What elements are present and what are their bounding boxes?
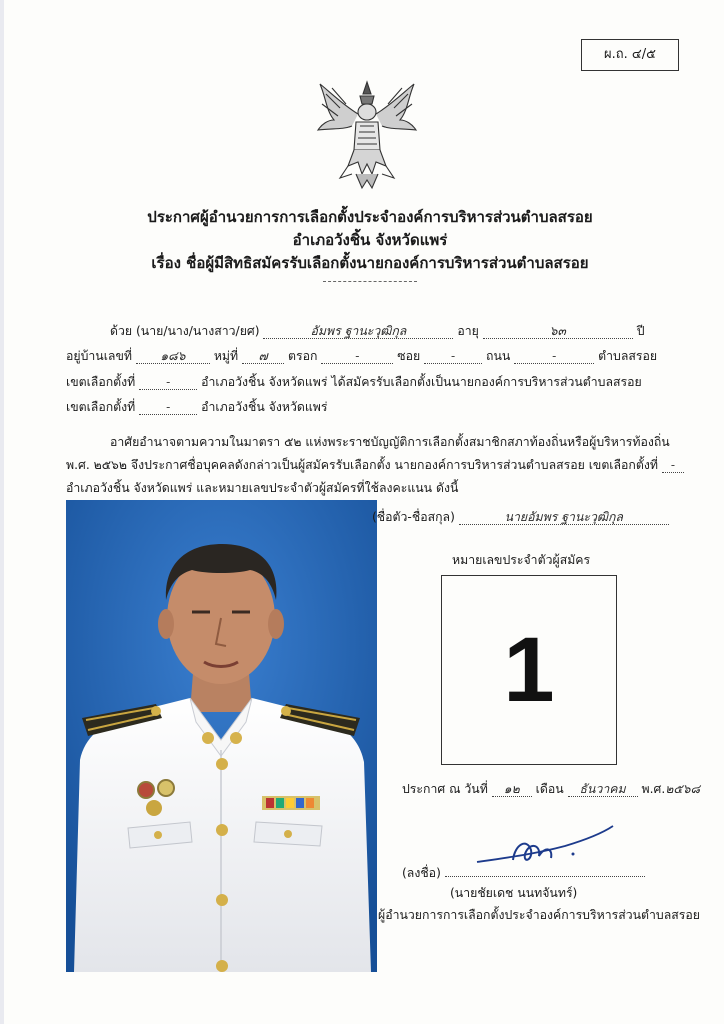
road-field: -: [514, 349, 594, 364]
announce-month-field: ธันวาคม: [568, 782, 638, 797]
candidate-number-box: [441, 575, 617, 765]
candidate-full-name-field: นายอัมพร ฐานะวุฒิกุล: [459, 510, 669, 525]
alley-field: -: [321, 349, 393, 364]
candidate-number-label: หมายเลขประจำตัวผู้สมัคร: [452, 553, 591, 567]
paragraph-line-2: พ.ศ. ๒๕๖๒ จึงประกาศชื่อบุคคลดังกล่าวเป็นผู้สมัครรับเลือกตั้ง นายกองค์การบริหารส่วนตำบลสรอย เขตเลือกตั้งที่ -: [66, 456, 684, 474]
moo-field: ๗: [242, 349, 284, 364]
signer-name: (นายชัยเดช นนทจันทร์): [450, 886, 578, 900]
form-line-address: อยู่บ้านเลขที่ ๑๘๖ หมู่ที่ ๗ ตรอก - ซอย - ถนน - ตำบลสรอย: [66, 349, 658, 363]
title-divider: [323, 281, 417, 282]
zone-field-2: -: [139, 400, 197, 415]
candidate-portrait-illustration: [66, 500, 377, 972]
candidate-number: 1: [503, 618, 555, 721]
zone-field-3: -: [662, 458, 684, 473]
announce-date-line: ประกาศ ณ วันที่ ๑๒ เดือน ธันวาคม พ.ศ.๒๕๖๘: [402, 782, 700, 796]
announce-year-field: ๒๕๖๘: [665, 782, 700, 796]
title-line-1: ประกาศผู้อำนวยการการเลือกตั้งประจำองค์การบริหารส่วนตำบลสรอย: [147, 208, 593, 226]
form-line-zone-2: เขตเลือกตั้งที่ - อำเภอวังชิ้น จังหวัดแพร่: [66, 400, 328, 414]
zone-field-1: -: [139, 375, 197, 390]
candidate-name-line: (ชื่อตัว-ชื่อสกุล) นายอัมพร ฐานะวุฒิกุล: [372, 508, 669, 527]
soi-field: -: [424, 349, 482, 364]
title-line-3: เรื่อง ชื่อผู้มีสิทธิสมัครรับเลือกตั้งนายกองค์การบริหารส่วนตำบลสรอย: [151, 254, 589, 272]
form-code-box: ผ.ถ. ๔/๕: [581, 39, 679, 71]
signer-title: ผู้อำนวยการการเลือกตั้งประจำองค์การบริหารส่วนตำบลสรอย: [378, 908, 700, 922]
form-line-name: ด้วย (นาย/นาง/นางสาว/ยศ) อัมพร ฐานะวุฒิกุล อายุ ๖๓ ปี: [110, 324, 645, 338]
candidate-name-field: อัมพร ฐานะวุฒิกุล: [263, 324, 453, 339]
title-line-2: อำเภอวังชิ้น จังหวัดแพร่: [292, 231, 448, 249]
form-line-zone-1: เขตเลือกตั้งที่ - อำเภอวังชิ้น จังหวัดแพร่ ได้สมัครรับเลือกตั้งเป็นนายกองค์การบริหารส่วนตำบลสรอย: [66, 375, 642, 389]
house-number-field: ๑๘๖: [136, 349, 210, 364]
signature-field: [445, 862, 645, 877]
candidate-photo: [66, 500, 377, 972]
signature-line: (ลงชื่อ): [402, 862, 645, 883]
age-field: ๖๓: [483, 324, 633, 339]
announce-day-field: ๑๒: [492, 782, 532, 797]
garuda-emblem-icon: [312, 74, 422, 194]
announcement-title: [100, 206, 640, 282]
paragraph-line-1: อาศัยอำนาจตามความในมาตรา ๕๒ แห่งพระราชบัญญัติการเลือกตั้งสมาชิกสภาท้องถิ่นหรือผู้บริหารท้องถิ่น: [110, 435, 670, 449]
paragraph-line-3: อำเภอวังชิ้น จังหวัดแพร่ และหมายเลขประจำตัวผู้สมัครที่ใช้ลงคะแนน ดังนี้: [66, 481, 459, 495]
page-edge: [0, 0, 4, 1024]
